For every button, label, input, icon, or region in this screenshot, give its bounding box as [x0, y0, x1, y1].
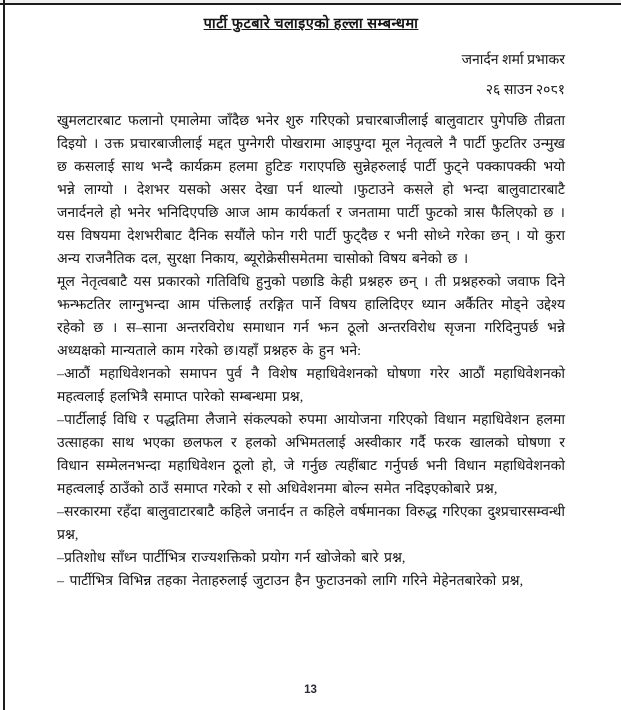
document-content — [57, 13, 565, 593]
body-paragraph-2: मूल नेतृत्वबाटै यस प्रकारको गतिविधि हुनुको पछाडि केही प्रश्नहरु छन् । ती प्रश्नहरुको जवाफ दिने झन्झटतिर लाग्नुभन्दा आम पंक्तिलाई तरङ्गित पार्ने विषय हालिदिएर ध्यान अर्कैतिर मोड्ने उद्देश्य रहेको छ । स–साना अन्तरविरोध समाधान गर्न झन ठूलो अन्तरविरोध सृजना गरिदिनुपर्छ भन्ने अध्यक्षको मान्यताले काम गरेको छ।यहाँ प्रश्नहरु के हुन भने: — [57, 275, 565, 359]
scan-edge-left-line — [3, 0, 5, 710]
date-line: २६ साउन २०८१ — [485, 83, 565, 98]
scan-edge-top-line — [0, 3, 621, 5]
bullet-item-1: –आठौं महाधिवेशनको समापन पुर्व नै विशेष महाधिवेशनको घोषणा गरेर आठौं महाधिवेशनको महत्वलाई हलभित्रै समाप्त पारेको सम्बन्धमा प्रश्न, — [57, 367, 565, 405]
bullet-item-4: –प्रतिशोध साँध्न पार्टीभित्र राज्यशक्तिको प्रयोग गर्न खोजेको बारे प्रश्न, — [57, 551, 406, 566]
body-paragraph-1: खुमलटारबाट फलानो एमालेमा जाँदैछ भनेर शुरु गरिएको प्रचारबाजीलाई बालुवाटार पुगेपछि तीव्रता दिइयो । उक्त प्रचारबाजीलाई मद्दत पुग्नेगरी पोखरामा आइपुग्दा मूल नेतृत्वले नै पार्टी फुटतिर उन्मुख छ कसलाई साथ भन्दै कार्यक्रम हलमा हुटिङ गराएपछि सुन्नेहरुलाई पार्टी फुट्ने पक्कापक्की भयो भन्ने लाग्यो । देशभर यसको असर देखा पर्न थाल्यो ।फुटाउने कसले हो भन्दा बालुवाटारबाटै जनार्दनले हो भनेर भनिदिएपछि आज आम कार्यकर्ता र जनतामा पार्टी फुटको त्रास फैलिएको छ । यस विषयमा देशभरीबाट दैनिक सयौंले फोन गरी पार्टी फुट्दैछ र भनी सोध्ने गरेका छन् । यो कुरा अन्य राजनैतिक दल, सुरक्षा निकाय, ब्यूरोक्रेसीसमेतमा चासोको विषय बनेको छ । — [57, 114, 565, 267]
bullet-item-5: – पार्टीभित्र विभिन्न तहका नेताहरुलाई जुटाउन हैन फुटाउनको लागि गरिने मेहेनतबारेको प्रश्न, — [57, 574, 524, 589]
bullet-item-2: –पार्टीलाई विधि र पद्धतिमा लैजाने संकल्पको रुपमा आयोजना गरिएको विधान महाधिवेशन हलमा उत्साहका साथ भएका छलफल र हलको अभिमतलाई अस्वीकार गर्दै फरक खालको घोषणा र विधान सम्मेलनभन्दा महाधिवेशन ठूलो हो, जे गर्नुछ त्यहींबाट गर्नुपर्छ भनी विधान महाधिवेशनको महत्वलाई ठाउँको ठाउँ समाप्त गरेको र सो अधिवेशनमा बोल्न समेत नदिइएकोबारे प्रश्न, — [57, 413, 565, 497]
author-byline: जनार्दन शर्मा प्रभाकर — [461, 53, 565, 68]
document-title: पार्टी फुटबारे चलाइएको हल्ला सम्बन्धमा — [203, 16, 419, 32]
page-number: 13 — [304, 684, 317, 696]
bullet-item-3: –सरकारमा रहँदा बालुवाटारबाटै कहिले जनार्दन त कहिले वर्षमानका विरुद्ध गरिएका दुश्प्रचारसम्वन्धी प्रश्न, — [57, 505, 565, 543]
